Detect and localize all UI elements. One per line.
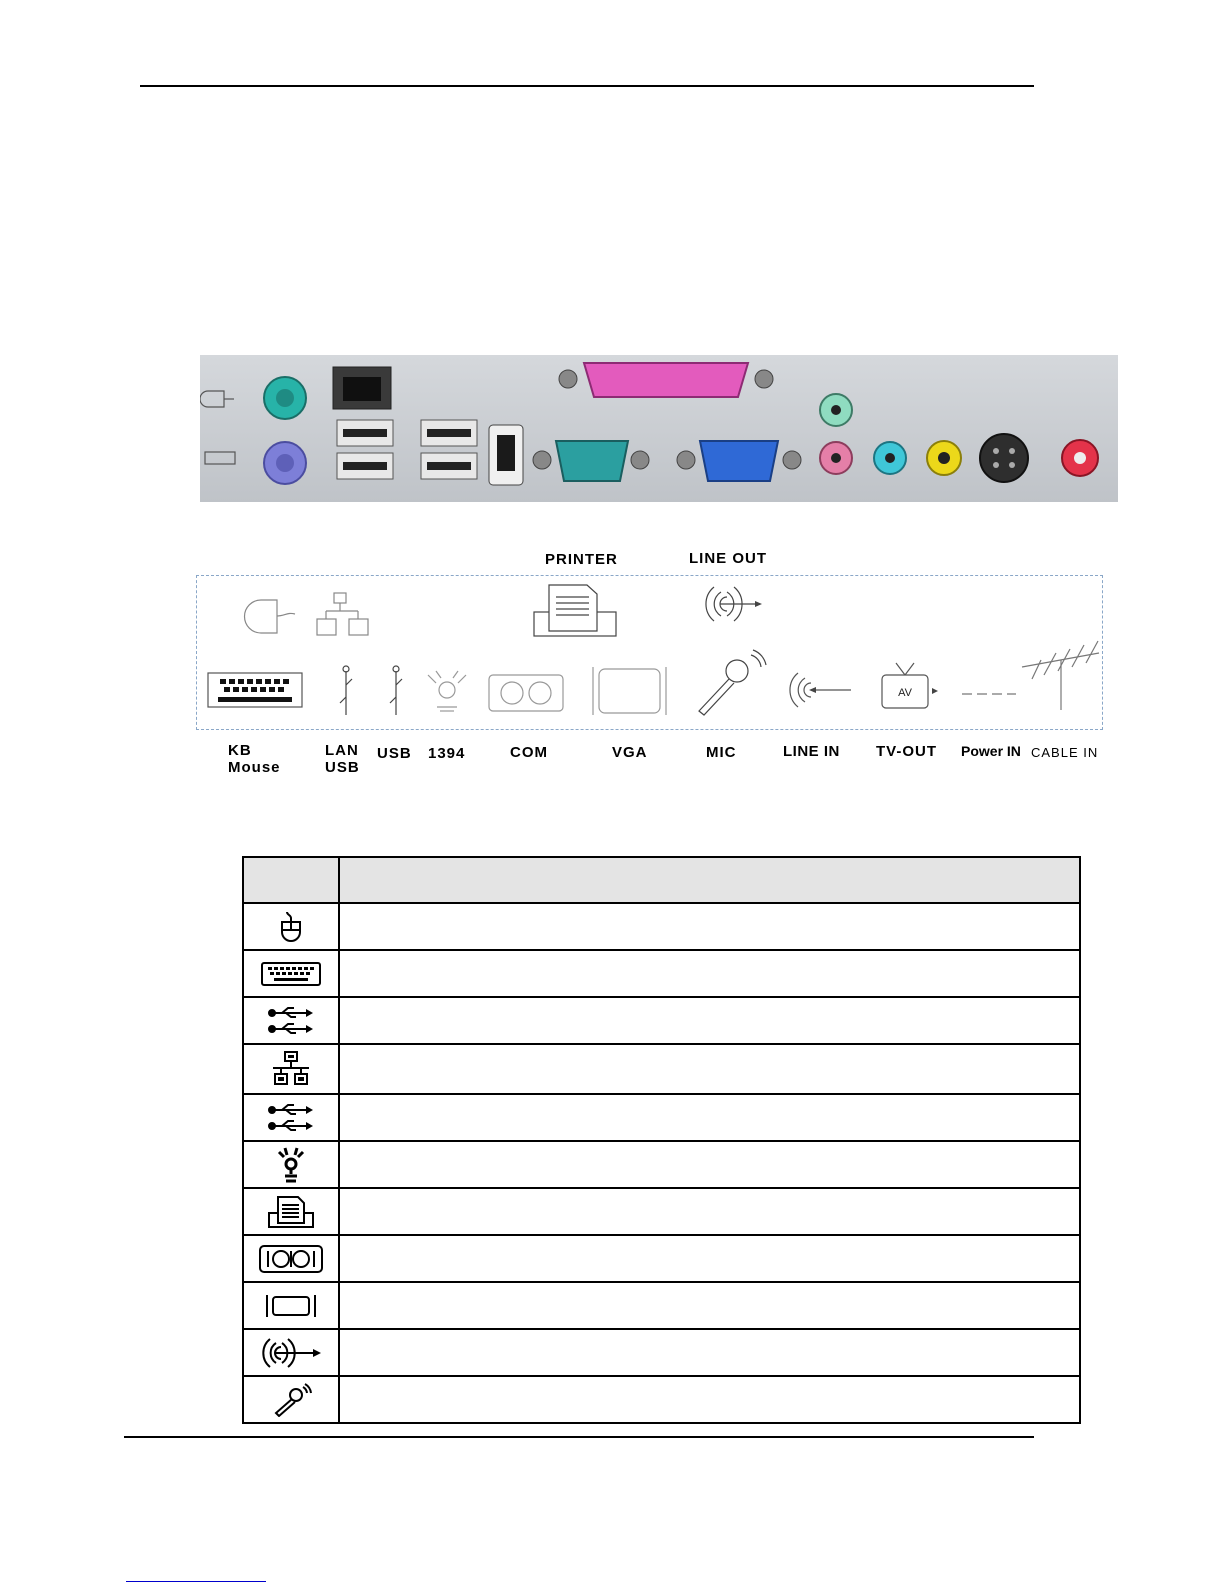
table-row (243, 950, 1080, 997)
label-lan-usb: USB (325, 759, 360, 776)
row-description (339, 1141, 1080, 1188)
microphone-icon (270, 1383, 312, 1417)
com-port-icon (489, 675, 563, 711)
row-description (339, 1235, 1080, 1282)
vga-port-icon (593, 667, 666, 715)
table-row (243, 903, 1080, 950)
row-description (339, 950, 1080, 997)
power-in-port-photo (980, 434, 1028, 482)
usb-icon (268, 1101, 314, 1135)
lan-icon (271, 1050, 311, 1088)
printer-icon (266, 1195, 316, 1229)
vga-port-icon (265, 1293, 317, 1319)
table-row (243, 1235, 1080, 1282)
printer-icon (534, 585, 616, 636)
header-description-cell (339, 857, 1080, 903)
table-row (243, 1094, 1080, 1141)
row-description (339, 1282, 1080, 1329)
label-line-out: LINE OUT (689, 550, 767, 567)
antenna-icon (1022, 641, 1099, 710)
label-mouse: Mouse (228, 759, 281, 776)
table-header-row (243, 857, 1080, 903)
com-port-icon (258, 1244, 324, 1274)
usb-icon (390, 666, 402, 715)
firewire-icon (273, 1146, 309, 1184)
lan-icon (317, 593, 368, 635)
line-out-icon (706, 587, 756, 621)
usb-icon (340, 666, 352, 715)
line-out-icon (260, 1336, 322, 1370)
keyboard-icon (260, 960, 322, 988)
table-row (243, 997, 1080, 1044)
line-in-icon (790, 673, 851, 707)
header-rule (140, 85, 1034, 87)
label-vga: VGA (612, 744, 648, 761)
rear-panel-photo (200, 355, 1118, 502)
table-row (243, 1044, 1080, 1094)
usb-icon (268, 1004, 314, 1038)
label-usb: USB (377, 745, 412, 762)
port-legend-table (242, 856, 1081, 1424)
row-description (339, 903, 1080, 950)
port-diagram-drawing (196, 575, 1103, 730)
row-description (339, 997, 1080, 1044)
row-description (339, 1094, 1080, 1141)
label-lan: LAN (325, 742, 359, 759)
table-row (243, 1141, 1080, 1188)
firewire-icon (428, 671, 466, 711)
table-row (243, 1376, 1080, 1423)
label-printer: PRINTER (545, 551, 618, 568)
tv-out-icon (882, 663, 928, 708)
row-description (339, 1329, 1080, 1376)
microphone-icon (699, 650, 766, 715)
row-description (339, 1376, 1080, 1423)
av-text: AV (898, 687, 912, 699)
mouse-icon (245, 600, 296, 633)
table-row (243, 1329, 1080, 1376)
header-icon-cell (243, 857, 339, 903)
label-cable-in: CABLE IN (1031, 745, 1099, 760)
table-row (243, 1282, 1080, 1329)
label-power-in: Power IN (961, 743, 1021, 759)
label-line-in: LINE IN (783, 743, 840, 760)
label-com: COM (510, 744, 548, 761)
label-1394: 1394 (428, 745, 466, 762)
label-tv-out: TV-OUT (876, 743, 937, 760)
footer-rule (124, 1436, 1034, 1438)
row-description (339, 1188, 1080, 1235)
label-mic: MIC (706, 744, 737, 761)
label-kb: KB (228, 742, 252, 759)
row-description (339, 1044, 1080, 1094)
table-row (243, 1188, 1080, 1235)
footer-link-underline[interactable] (126, 1581, 266, 1582)
mouse-icon (276, 910, 306, 944)
